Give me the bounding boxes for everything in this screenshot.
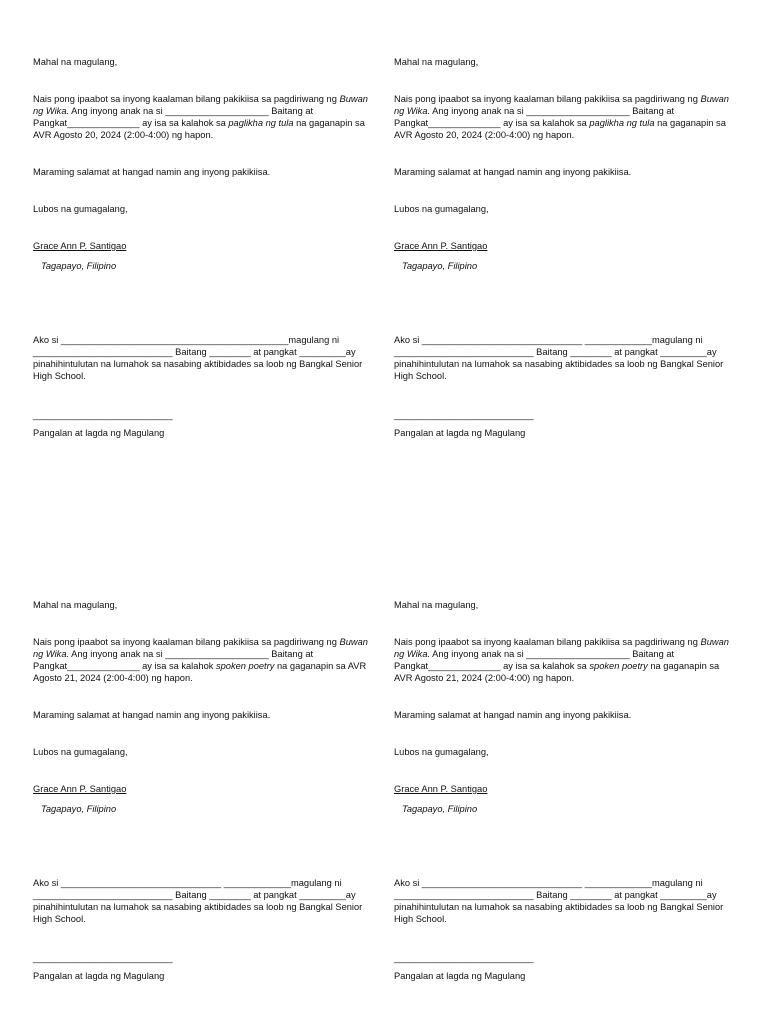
para-intro: Nais pong ipaabot sa inyong kaalaman bilang pakikiisa sa pagdiriwang ng [394, 637, 698, 647]
para-student: Ang inyong anak na si ____________________ Baitang at Pangkat______________ ay isa sa kalahok sa [394, 106, 675, 128]
invitation-paragraph [394, 93, 732, 141]
event-name: Buwan ng Wika. [394, 637, 729, 659]
para-student: Ang inyong anak na si ____________________ Baitang at Pangkat______________ ay isa sa kalahok sa [33, 106, 314, 128]
signature-label: Pangalan at lagda ng Magulang [33, 428, 165, 438]
activity-name: paglikha ng tula [228, 118, 294, 128]
greeting: Mahal na magulang, [33, 600, 118, 610]
para-intro: Nais pong ipaabot sa inyong kaalaman bilang pakikiisa sa pagdiriwang ng [394, 94, 698, 104]
signatory-title: Tagapayo, Filipino [41, 261, 117, 271]
event-name: Buwan ng Wika. [394, 94, 729, 116]
event-name: Buwan ng Wika. [33, 637, 368, 659]
closing-line: Lubos na gumagalang, [394, 747, 489, 757]
consent-paragraph: Ako si _______________________________ _____________magulang ni ___________________________ Baitang ________ at pangkat _________ay pinahihintulutan na lumahok sa nasabing aktibidades sa loob ng Bangkal Senior High School. [33, 878, 363, 924]
closing-line: Lubos na gumagalang, [33, 204, 128, 214]
consent-paragraph: Ako si _______________________________ _____________magulang ni ___________________________ Baitang ________ at pangkat _________ay pinahihintulutan na lumahok sa nasabing aktibidades sa loob ng Bangkal Senior High School. [394, 878, 724, 924]
signature-label: Pangalan at lagda ng Magulang [33, 971, 165, 981]
para-schedule: na gaganapin sa AVR Agosto 20, 2024 (2:00-4:00) ng hapon. [33, 118, 365, 140]
signatory-name: Grace Ann P. Santigao [394, 241, 488, 251]
signature-line: ___________________________ [394, 410, 534, 420]
para-student: Ang inyong anak na si ____________________ Baitang at Pangkat______________ ay isa sa kalahok [33, 649, 314, 671]
para-intro: Nais pong ipaabot sa inyong kaalaman bilang pakikiisa sa pagdiriwang ng [33, 637, 337, 647]
consent-paragraph: Ako si _______________________________ _____________magulang ni ___________________________ Baitang ________ at pangkat _________ay pinahihintulutan na lumahok sa nasabing aktibidades sa loob ng Bangkal Senior High School. [394, 335, 724, 381]
thanks-line: Maraming salamat at hangad namin ang inyong pakikiisa. [33, 710, 271, 720]
para-intro: Nais pong ipaabot sa inyong kaalaman bilang pakikiisa sa pagdiriwang ng [33, 94, 337, 104]
signature-label: Pangalan at lagda ng Magulang [394, 971, 526, 981]
greeting: Mahal na magulang, [394, 600, 479, 610]
para-schedule: na gaganapin sa AVR Agosto 21, 2024 (2:00-4:00) ng hapon. [394, 661, 720, 683]
signature-label: Pangalan at lagda ng Magulang [394, 428, 526, 438]
signature-line: ___________________________ [33, 953, 173, 963]
thanks-line: Maraming salamat at hangad namin ang inyong pakikiisa. [394, 167, 632, 177]
signatory-name: Grace Ann P. Santigao [33, 784, 127, 794]
para-student: Ang inyong anak na si ____________________ Baitang at Pangkat______________ ay isa sa kalahok sa [394, 649, 675, 671]
activity-name: spoken poetry [589, 661, 648, 671]
para-schedule: na gaganapin sa AVR Agosto 20, 2024 (2:00-4:00) ng hapon. [394, 118, 726, 140]
closing-line: Lubos na gumagalang, [394, 204, 489, 214]
closing-line: Lubos na gumagalang, [33, 747, 128, 757]
invitation-paragraph [33, 93, 371, 141]
signature-line: ___________________________ [33, 410, 173, 420]
signatory-title: Tagapayo, Filipino [41, 804, 117, 814]
signatory-title: Tagapayo, Filipino [402, 804, 478, 814]
activity-name: paglikha ng tula [589, 118, 655, 128]
consent-paragraph: Ako si ____________________________________________magulang ni ___________________________ Baitang ________ at pangkat _________ay pinahihintulutan na lumahok sa nasabing aktibidades sa loob ng Bangkal Senior High School. [33, 335, 363, 381]
invitation-paragraph [394, 636, 732, 684]
signatory-title: Tagapayo, Filipino [402, 261, 478, 271]
signatory-name: Grace Ann P. Santigao [394, 784, 488, 794]
signatory-name: Grace Ann P. Santigao [33, 241, 127, 251]
invitation-paragraph [33, 636, 371, 684]
event-name: Buwan ng Wika. [33, 94, 368, 116]
greeting: Mahal na magulang, [394, 57, 479, 67]
signature-line: ___________________________ [394, 953, 534, 963]
greeting: Mahal na magulang, [33, 57, 118, 67]
activity-name: spoken poetry [215, 661, 275, 671]
para-schedule: na gaganapin sa AVR Agosto 21, 2024 (2:00-4:00) ng hapon. [33, 661, 367, 683]
thanks-line: Maraming salamat at hangad namin ang inyong pakikiisa. [394, 710, 632, 720]
thanks-line: Maraming salamat at hangad namin ang inyong pakikiisa. [33, 167, 271, 177]
